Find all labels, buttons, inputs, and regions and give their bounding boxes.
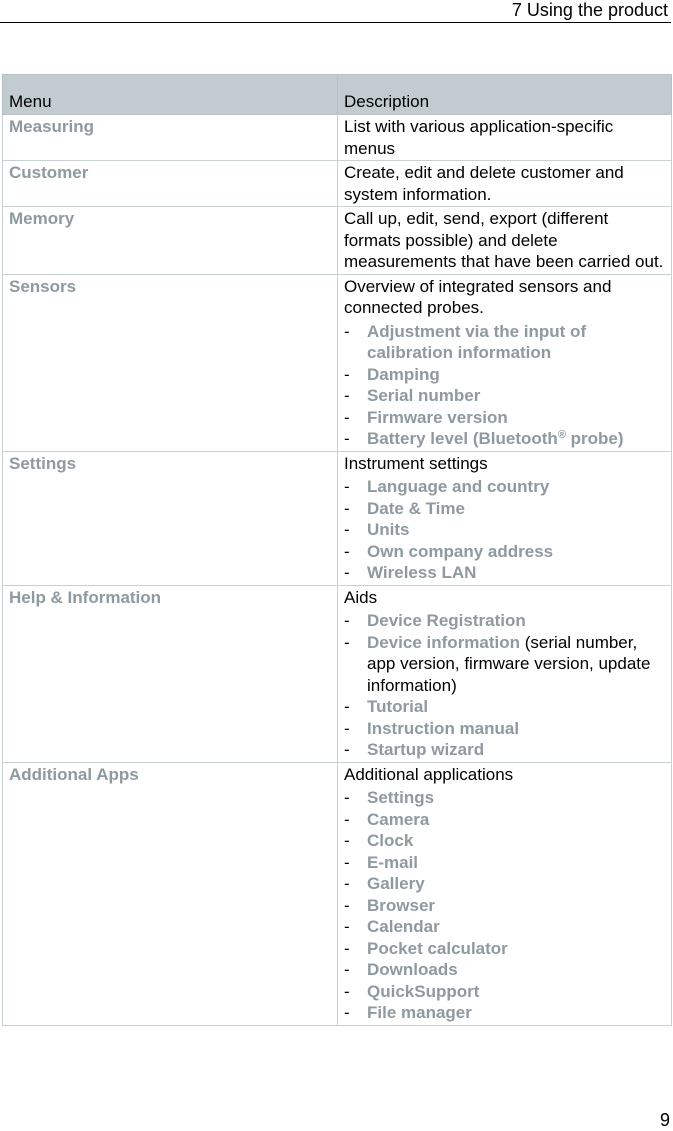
submenu-item [344, 519, 665, 541]
menu-name: Help & Information [3, 585, 338, 762]
submenu-item [344, 809, 665, 831]
description-text: Aids [344, 587, 378, 607]
submenu-item [344, 321, 665, 364]
column-header-description: Description [338, 75, 672, 115]
submenu-item-label: Gallery [367, 874, 425, 893]
registered-mark: ® [557, 429, 566, 441]
submenu-item [344, 364, 665, 386]
submenu-item [344, 916, 665, 938]
submenu-item [344, 938, 665, 960]
submenu-item [344, 385, 665, 407]
submenu-item-label: QuickSupport [367, 981, 480, 1001]
table-row [3, 762, 672, 1025]
submenu-item [344, 632, 665, 697]
submenu-item-label: Device information [367, 632, 521, 652]
submenu-item [344, 476, 665, 498]
submenu-item-label: File manager [367, 1003, 472, 1022]
submenu-item [344, 787, 665, 809]
submenu-item-label: Units [367, 520, 410, 539]
menu-name: Settings [3, 451, 338, 585]
menu-name: Sensors [3, 274, 338, 451]
submenu-item-label: Clock [367, 831, 414, 850]
submenu-item-label: Pocket calculator [367, 938, 508, 958]
column-header-menu: Menu [3, 75, 338, 115]
menu-description [338, 161, 672, 207]
submenu-item-label: Damping [367, 364, 440, 384]
menu-name: Additional Apps [3, 762, 338, 1025]
menu-table [2, 74, 672, 1026]
submenu-item [344, 696, 665, 718]
table-header-row [3, 75, 672, 115]
table-body [3, 115, 672, 1026]
submenu-item-label: E-mail [367, 852, 419, 872]
submenu-item-label: Device Registration [367, 611, 526, 630]
menu-description [338, 207, 672, 275]
description-text: Additional applications [344, 764, 514, 784]
submenu-item-label: Serial number [367, 386, 481, 405]
submenu-list [344, 476, 665, 584]
submenu-item [344, 895, 665, 917]
submenu-item-label: Adjustment via the input of calibration information [367, 321, 587, 362]
submenu-item-label: Language and country [367, 477, 550, 496]
menu-description [338, 115, 672, 161]
submenu-item-label: Browser [367, 895, 436, 915]
submenu-item [344, 610, 665, 632]
submenu-list [344, 787, 665, 1024]
description-text: Overview of integrated sensors and connected probes. [344, 276, 612, 317]
submenu-item-label: Instruction manual [367, 718, 520, 738]
submenu-item-label: Startup wizard [367, 740, 485, 759]
submenu-item-label: Wireless LAN [367, 563, 477, 582]
menu-description [338, 451, 672, 585]
submenu-item-note: (serial number, app version, firmware version, update information) [367, 632, 651, 695]
description-text: Instrument settings [344, 453, 488, 473]
chapter-title: 7 Using the product [511, 0, 668, 20]
table-row [3, 207, 672, 275]
submenu-item-label: Battery level (Bluetooth [367, 429, 558, 448]
menu-description [338, 762, 672, 1025]
submenu-item-label: Camera [367, 809, 430, 829]
submenu-item [344, 541, 665, 563]
description-text: Call up, edit, send, export (different formats possible) and delete measurements that have been carried out. [344, 209, 664, 271]
menu-description [338, 585, 672, 762]
submenu-item-label: Settings [367, 788, 435, 807]
submenu-item-label: Downloads [367, 960, 458, 979]
submenu-item [344, 852, 665, 874]
submenu-item [344, 873, 665, 895]
table-row [3, 585, 672, 762]
submenu-item [344, 959, 665, 981]
table-row [3, 161, 672, 207]
submenu-item-label-end: probe) [565, 429, 624, 448]
table-row [3, 274, 672, 451]
submenu-item [344, 407, 665, 429]
submenu-list [344, 321, 665, 450]
submenu-item-label: Calendar [367, 917, 440, 936]
submenu-item [344, 718, 665, 740]
submenu-item-label: Own company address [367, 541, 554, 561]
menu-name: Measuring [3, 115, 338, 161]
description-text: Create, edit and delete customer and system information. [344, 163, 624, 204]
page-number: 9 [659, 1110, 670, 1130]
table-row [3, 115, 672, 161]
table-row [3, 451, 672, 585]
menu-name: Customer [3, 161, 338, 207]
submenu-item [344, 981, 665, 1003]
submenu-item [344, 562, 665, 584]
submenu-item [344, 830, 665, 852]
menu-description [338, 274, 672, 451]
submenu-item-label: Tutorial [367, 697, 429, 716]
submenu-item [344, 428, 665, 450]
submenu-item-label: Date & Time [367, 498, 465, 518]
description-text: List with various application-specific menus [344, 117, 614, 158]
submenu-list [344, 610, 665, 761]
submenu-item [344, 1002, 665, 1024]
submenu-item-label: Firmware version [367, 407, 508, 427]
page-header [0, 0, 671, 23]
submenu-item [344, 498, 665, 520]
submenu-item [344, 739, 665, 761]
menu-name: Memory [3, 207, 338, 275]
